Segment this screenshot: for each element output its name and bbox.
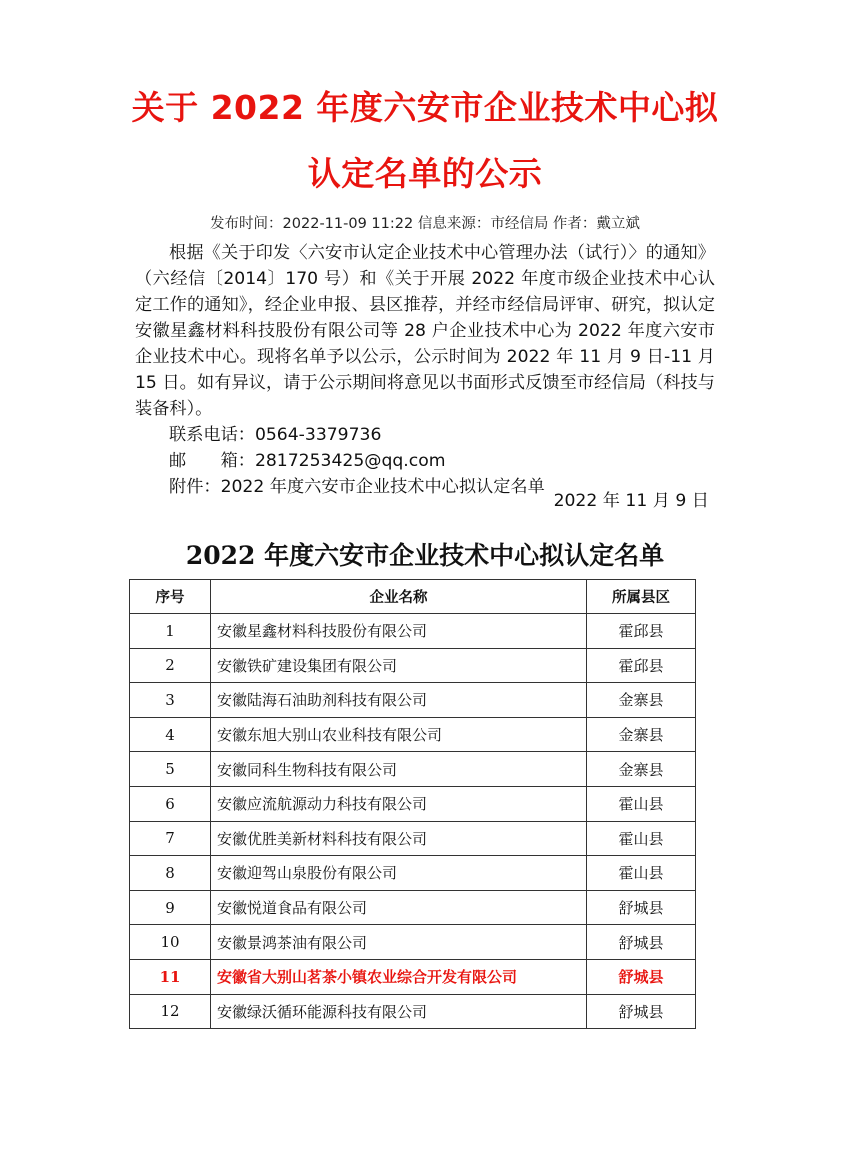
- enterprise-table: [129, 579, 696, 1029]
- table-header-row: [130, 580, 696, 614]
- row-county: 金寨县: [587, 752, 696, 787]
- row-county: 霍山县: [587, 856, 696, 891]
- table-row: [130, 856, 696, 891]
- row-no: 12: [130, 994, 211, 1029]
- row-name: 安徽绿沃循环能源科技有限公司: [211, 994, 587, 1029]
- publish-meta: 发布时间：2022-11-09 11:22 信息来源：市经信局 作者：戴立斌: [210, 216, 640, 232]
- table-row: [130, 786, 696, 821]
- row-county: 舒城县: [587, 925, 696, 960]
- row-no: 10: [130, 925, 211, 960]
- row-name: 安徽铁矿建设集团有限公司: [211, 648, 587, 683]
- row-name: 安徽星鑫材料科技股份有限公司: [211, 614, 587, 649]
- row-name: 安徽东旭大别山农业科技有限公司: [211, 717, 587, 752]
- table-row: [130, 683, 696, 718]
- row-name: 安徽迎驾山泉股份有限公司: [211, 856, 587, 891]
- row-county: 舒城县: [587, 959, 696, 994]
- row-no: 11: [130, 959, 211, 994]
- table-row: [130, 821, 696, 856]
- row-name: 安徽同科生物科技有限公司: [211, 752, 587, 787]
- table-row: [130, 890, 696, 925]
- row-no: 6: [130, 786, 211, 821]
- row-county: 舒城县: [587, 890, 696, 925]
- row-no: 4: [130, 717, 211, 752]
- contact-phone: 联系电话：0564-3379736: [169, 425, 382, 445]
- row-no: 7: [130, 821, 211, 856]
- row-county: 霍邱县: [587, 648, 696, 683]
- row-no: 1: [130, 614, 211, 649]
- table-title: 2022 年度六安市企业技术中心拟认定名单: [185, 541, 665, 570]
- row-name: 安徽优胜美新材料科技有限公司: [211, 821, 587, 856]
- row-name: 安徽应流航源动力科技有限公司: [211, 786, 587, 821]
- table-row: [130, 614, 696, 649]
- row-no: 3: [130, 683, 211, 718]
- table-row-highlighted: [130, 959, 696, 994]
- header-no: 序号: [130, 580, 211, 614]
- row-name: 安徽景鸿茶油有限公司: [211, 925, 587, 960]
- row-no: 5: [130, 752, 211, 787]
- notice-paragraph: 根据《关于印发〈六安市认定企业技术中心管理办法（试行）〉的通知》（六经信〔2014〕170 号）和《关于开展 2022 年度市级企业技术中心认定工作的通知》，经企业申报、县区推荐，并经市经信局评审、研究，拟认定安徽星鑫材料科技股份有限公司等 28 户企业技术中心为 2022 年度六安市企业技术中心。现将名单予以公示，公示时间为 2022 年 11 月 9 日-11 月 15 日。如有异议，请于公示期间将意见以书面形式反馈至市经信局（科技与装备科）。: [135, 243, 715, 419]
- row-name: 安徽省大别山茗茶小镇农业综合开发有限公司: [211, 959, 587, 994]
- header-county: 所属县区: [587, 580, 696, 614]
- header-name: 企业名称: [211, 580, 587, 614]
- page-title-line-1: 关于 2022 年度六安市企业技术中心拟: [131, 88, 719, 127]
- page-title-line-2: 认定名单的公示: [307, 154, 543, 193]
- row-county: 霍山县: [587, 821, 696, 856]
- attachment-note: 附件：2022 年度六安市企业技术中心拟认定名单: [169, 477, 545, 497]
- row-county: 霍山县: [587, 786, 696, 821]
- row-no: 8: [130, 856, 211, 891]
- row-no: 9: [130, 890, 211, 925]
- contact-email: 邮 箱：2817253425@qq.com: [169, 451, 446, 471]
- row-county: 舒城县: [587, 994, 696, 1029]
- notice-body: [135, 240, 715, 500]
- row-county: 金寨县: [587, 717, 696, 752]
- row-no: 2: [130, 648, 211, 683]
- table-row: [130, 648, 696, 683]
- row-name: 安徽悦道食品有限公司: [211, 890, 587, 925]
- row-county: 霍邱县: [587, 614, 696, 649]
- notice-date: 2022 年 11 月 9 日: [553, 491, 709, 511]
- row-county: 金寨县: [587, 683, 696, 718]
- table-row: [130, 752, 696, 787]
- table-row: [130, 717, 696, 752]
- table-row: [130, 994, 696, 1029]
- table-row: [130, 925, 696, 960]
- row-name: 安徽陆海石油助剂科技有限公司: [211, 683, 587, 718]
